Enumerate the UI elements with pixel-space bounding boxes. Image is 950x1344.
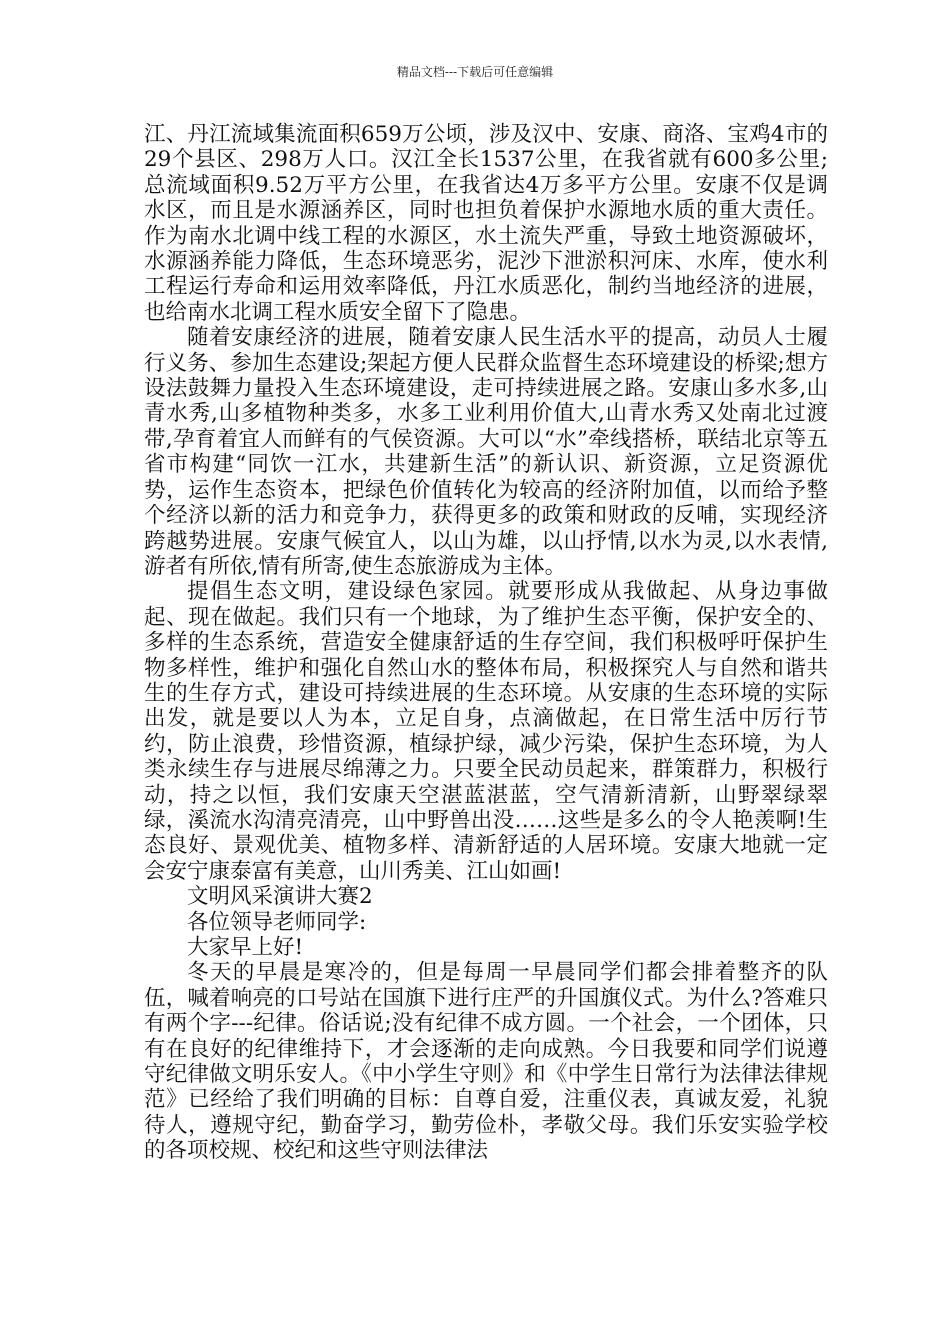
document-body (144, 122, 828, 1164)
paragraph-discipline: 冬天的早晨是寒冷的，但是每周一早晨同学们都会排着整齐的队伍，喊着响亮的口号站在国旗下进行庄严的升国旗仪式。为什么?答难只有两个字---纪律。俗话说;没有纪律不成方圆。一个社会，一个团体，只有在良好的纪律维持下，才会逐渐的走向成熟。今日我要和同学们说遵守纪律做文明乐安人。《中小学生守则》和《中学生日常行为法律法律规范》已经给了我们明确的目标：自尊自爱，注重仪表，真诚友爱，礼貌待人，遵规守纪，勤奋学习，勤劳俭朴，孝敬父母。我们乐安实验学校的各项校规、校纪和这些守则法律法 (144, 960, 828, 1164)
paragraph-eco-civilization: 提倡生态文明，建设绿色家园。就要形成从我做起、从身边事做起、现在做起。我们只有一个地球，为了维护生态平衡，保护安全的、多样的生态系统，营造安全健康舒适的生存空间，我们积极呼吁保护生物多样性，维护和强化自然山水的整体布局，积极探究人与自然和谐共生的生存方式，建设可持续进展的生态环境。从安康的生态环境的实际出发，就是要以人为本，立足自身，点滴做起，在日常生活中厉行节约，防止浪费，珍惜资源，植绿护绿，减少污染，保护生态环境，为人类永续生存与进展尽绵薄之力。只要全民动员起来，群策群力，积极行动，持之以恒，我们安康天空湛蓝湛蓝，空气清新清新，山野翠绿翠绿，溪流水沟清亮清亮，山中野兽出没……这些是多么的令人艳羡啊!生态良好、景观优美、植物多样、清新舒适的人居环境。安康大地就一定会安宁康泰富有美意，山川秀美、江山如画! (144, 579, 828, 884)
speech-greeting: 大家早上好! (187, 935, 304, 960)
speech-title: 文明风采演讲大赛2 (187, 884, 373, 910)
page-header: 精品文档---下载后可任意编辑 (396, 65, 554, 79)
speech-salutation: 各位领导老师同学: (187, 909, 367, 935)
paragraph-water-source: 江、丹江流域集流面积659万公顷，涉及汉中、安康、商洛、宝鸡4市的29个县区、298万人口。汉江全长1537公里，在我省就有600多公里;总流域面积9.52万平方公里，在我省达4万多平方公里。安康不仅是调水区，而且是水源涵养区，同时也担负着保护水源地水质的重大责任。作为南水北调中线工程的水源区，水土流失严重，导致土地资源破坏，水源涵养能力降低，生态环境恶劣，泥沙下泄淤积河床、水库，使水利工程运行寿命和运用效率降低，丹江水质恶化，制约当地经济的进展，也给南水北调工程水质安全留下了隐患。 (144, 122, 828, 325)
paragraph-economy-development: 随着安康经济的进展，随着安康人民生活水平的提高，动员人士履行义务、参加生态建设;架起方便人民群众监督生态环境建设的桥梁;想方设法鼓舞力量投入生态环境建设，走可持续进展之路。安康山多水多,山青水秀,山多植物种类多，水多工业利用价值大,山青水秀又处南北过渡带,孕育着宜人而鲜有的气侯资源。大可以“水”牵线搭桥，联结北京等五省市构建“同饮一江水，共建新生活”的新认识、新资源，立足资源优势，运作生态资本，把绿色价值转化为较高的经济附加值，以而给予整个经济以新的活力和竞争力，获得更多的政策和财政的反哺，实现经济跨越势进展。安康气候宜人，以山为雄，以山抒情,以水为灵,以水表情,游者有所依,情有所寄,使生态旅游成为主体。 (144, 325, 828, 579)
